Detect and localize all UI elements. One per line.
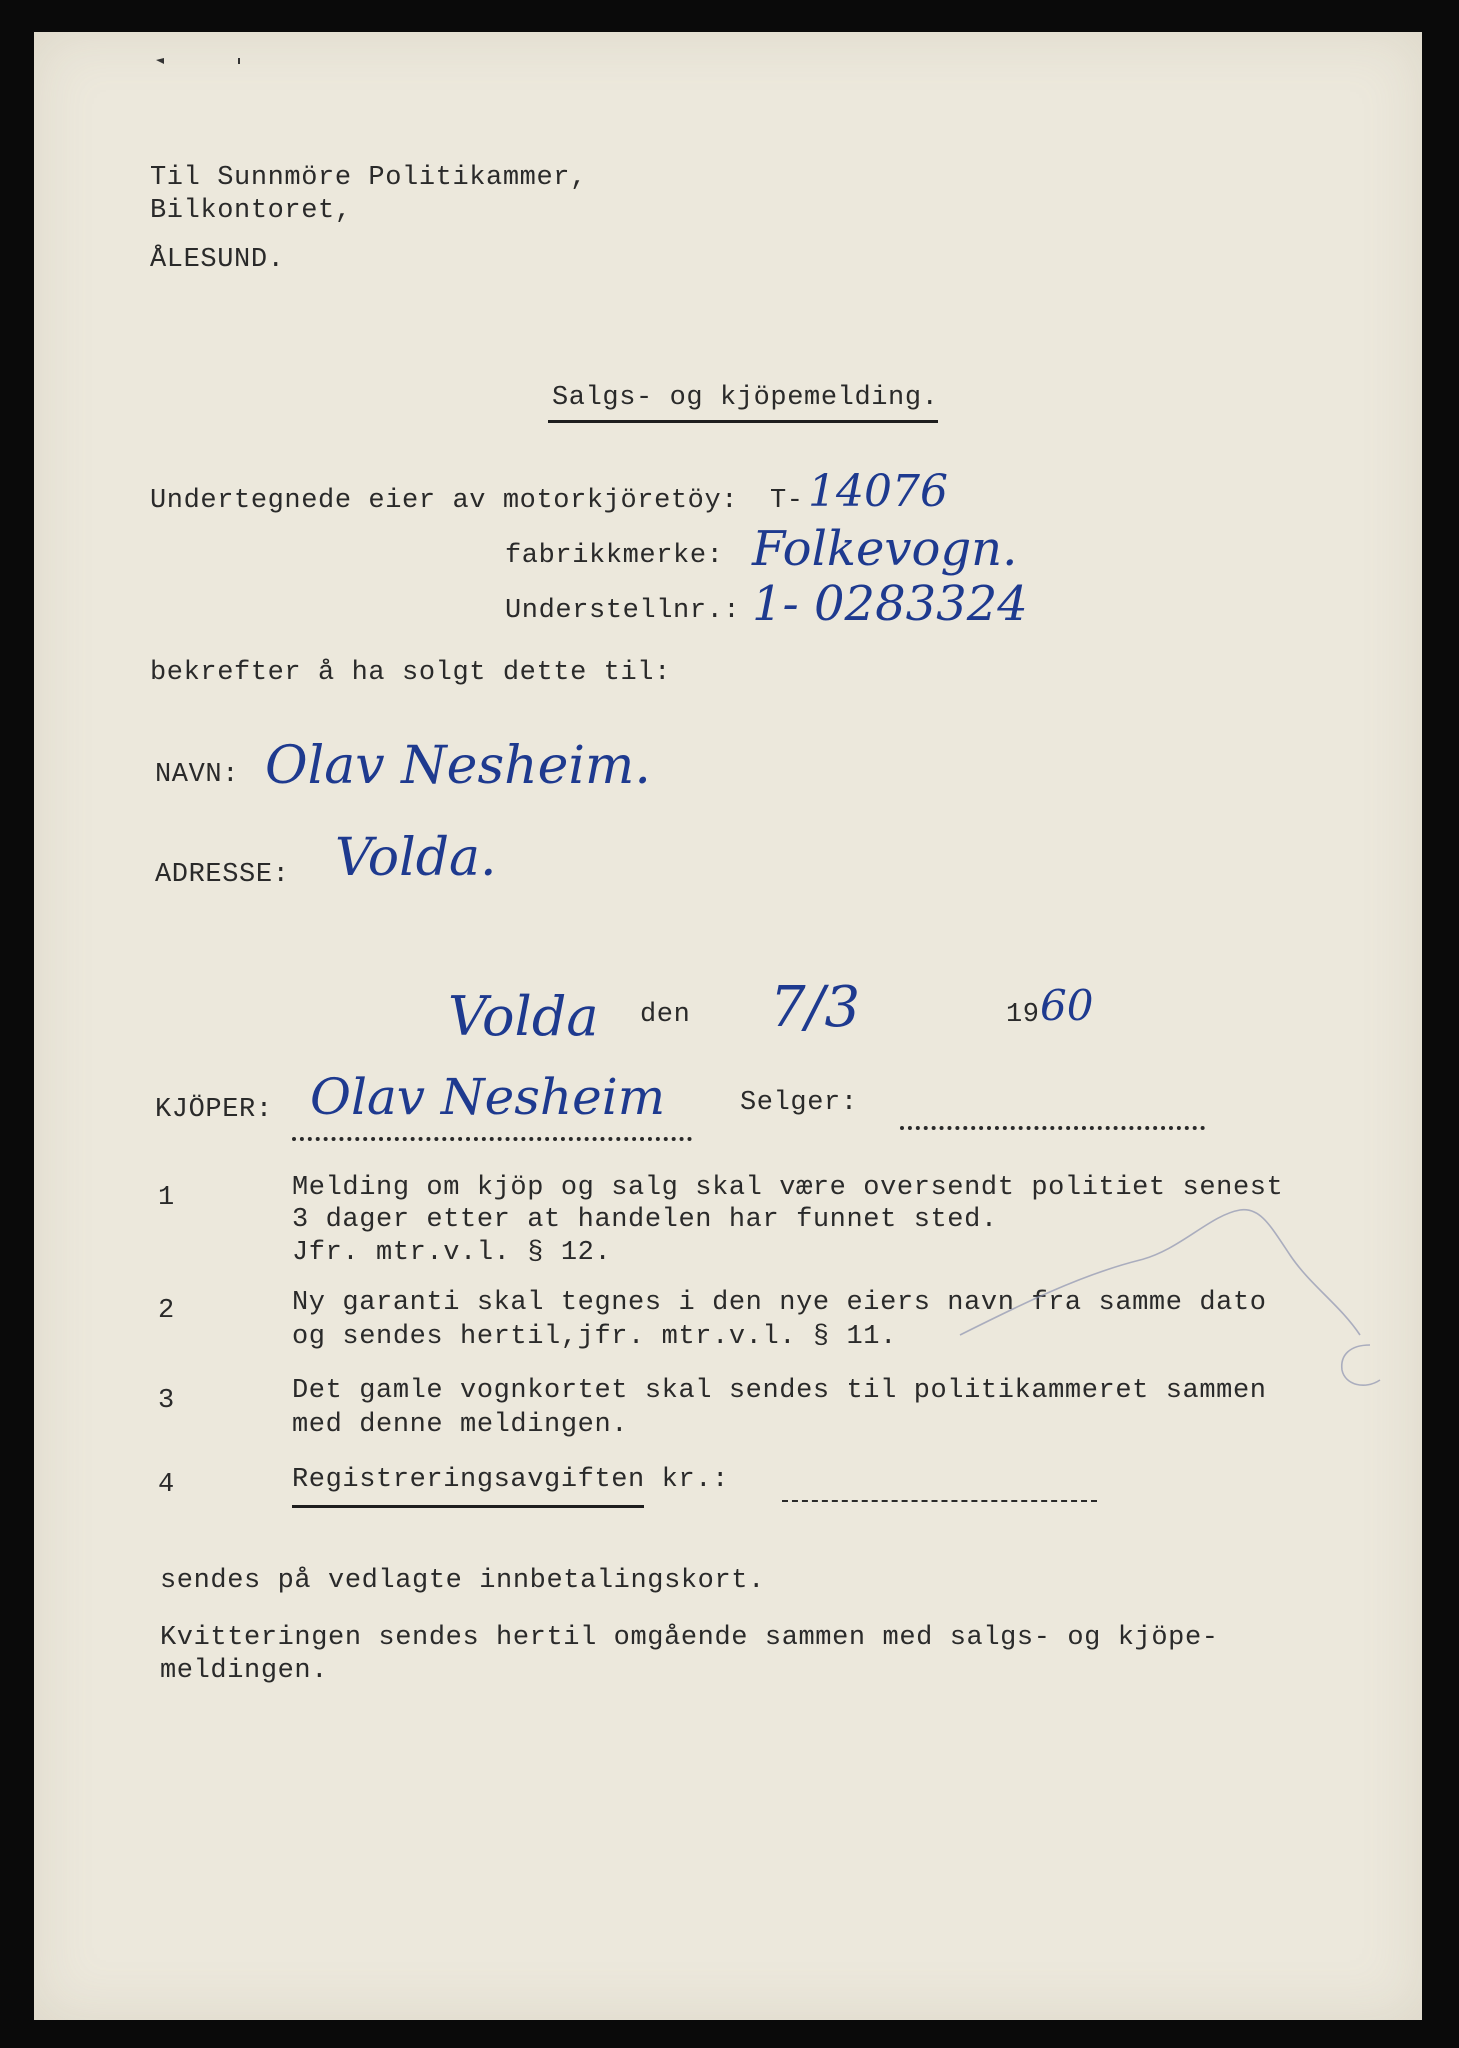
addressee-line-3: ÅLESUND. [150, 245, 285, 275]
note-number: 2 [158, 1296, 175, 1326]
owner-label: Undertegnede eier av motorkjöretöy: [150, 486, 739, 516]
reg-number-handwritten: 14076 [808, 466, 948, 517]
note-line: og sendes hertil,jfr. mtr.v.l. § 11. [292, 1322, 897, 1352]
note-line: Registreringsavgiften kr.: [292, 1465, 729, 1495]
make-value-handwritten: Folkevogn. [752, 521, 1018, 577]
corner-marks [150, 52, 250, 72]
confirm-text: bekrefter å ha solgt dette til: [150, 658, 671, 688]
name-value-handwritten: Olav Nesheim. [265, 736, 651, 796]
address-value-handwritten: Volda. [335, 828, 497, 888]
footer-line-3: meldingen. [160, 1656, 329, 1686]
note-line: Melding om kjöp og salg skal være oversendt politiet senest [292, 1173, 1284, 1203]
note-line: med denne meldingen. [292, 1410, 629, 1440]
reg-prefix: T- [770, 486, 804, 516]
seller-label: Selger: [740, 1088, 858, 1118]
addressee-line-1: Til Sunnmöre Politikammer, [150, 163, 587, 193]
year-handwritten: 60 [1040, 981, 1094, 1030]
document-page [34, 32, 1422, 2020]
addressee-line-2: Bilkontoret, [150, 196, 352, 226]
footer-line-2: Kvitteringen sendes hertil omgående sammen med salgs- og kjöpe- [160, 1623, 1219, 1653]
note-number: 1 [158, 1183, 175, 1213]
seller-signature-line [900, 1126, 1205, 1130]
chassis-label: Understellnr.: [505, 596, 741, 626]
note-number: 4 [158, 1470, 175, 1500]
fee-label-underline [292, 1505, 644, 1508]
note-line: 3 dager etter at handelen har funnet sted. [292, 1205, 998, 1235]
buyer-signature: Olav Nesheim [310, 1068, 666, 1126]
document-title: Salgs- og kjöpemelding. [552, 383, 939, 413]
fee-amount-line [782, 1500, 1097, 1502]
make-label: fabrikkmerke: [505, 541, 724, 571]
address-label: ADRESSE: [155, 860, 290, 890]
name-label: NAVN: [155, 760, 240, 790]
date-handwritten: 7/3 [770, 975, 861, 1040]
place-handwritten: Volda [448, 985, 599, 1048]
title-underline [548, 420, 938, 423]
pencil-scribble [940, 1195, 1420, 1435]
chassis-value-handwritten: 1- 0283324 [752, 576, 1028, 632]
year-prefix: 19 [1006, 1000, 1040, 1030]
buyer-label: KJÖPER: [155, 1095, 273, 1125]
buyer-signature-line [292, 1137, 692, 1141]
footer-line-1: sendes på vedlagte innbetalingskort. [160, 1566, 765, 1596]
note-line: Jfr. mtr.v.l. § 12. [292, 1238, 612, 1268]
den-label: den [640, 1000, 691, 1030]
note-line: Ny garanti skal tegnes i den nye eiers navn fra samme dato [292, 1288, 1267, 1318]
note-line: Det gamle vognkortet skal sendes til politikammeret sammen [292, 1376, 1267, 1406]
note-number: 3 [158, 1386, 175, 1416]
